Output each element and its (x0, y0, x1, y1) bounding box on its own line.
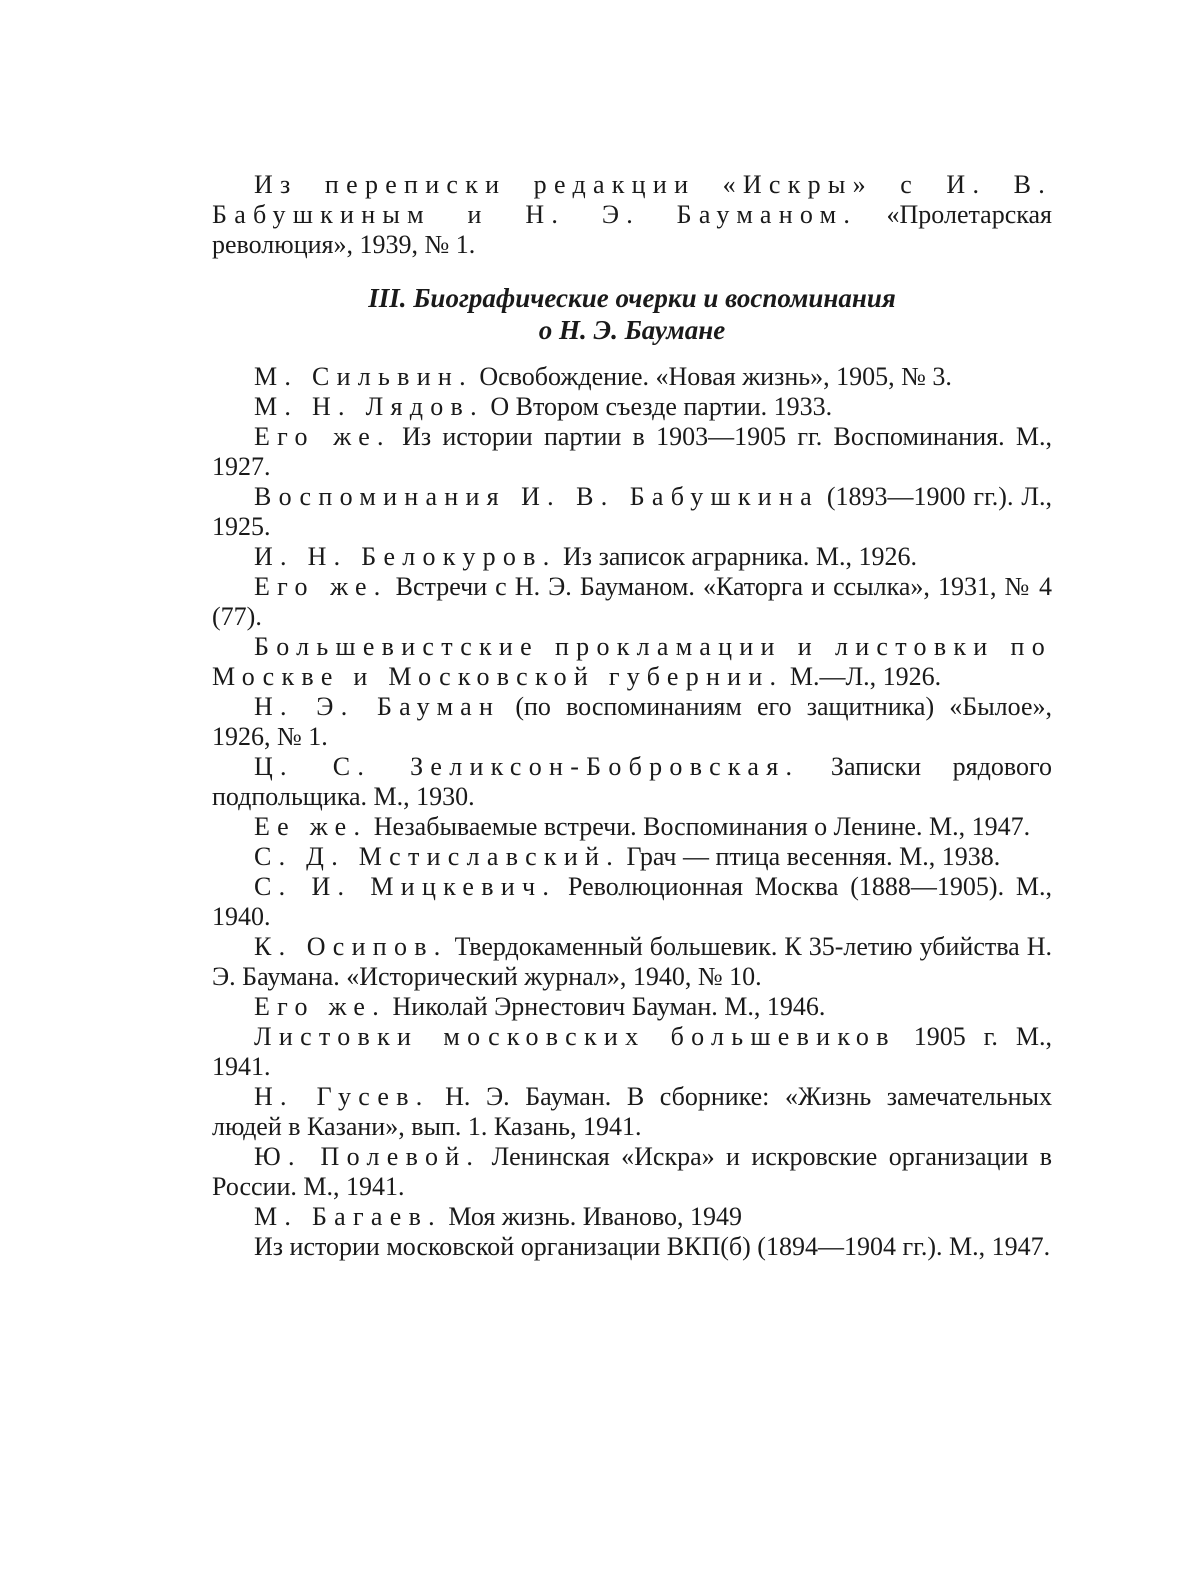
entry-author: Большевистские прокламации и листовки по Москве и Московской губернии. (212, 632, 1052, 691)
list-item (212, 692, 1052, 752)
entry-text: Ленинская «Искра» и искровские организации в России. М., 1941. (212, 1142, 1052, 1201)
entry-text: Освобождение. «Новая жизнь», 1905, № 3. (472, 362, 952, 391)
list-item (212, 542, 1052, 572)
intro-source: «Пролетарская революция», 1939, № 1. (212, 200, 1052, 259)
list-item (212, 482, 1052, 542)
entry-author: Воспоминания И. В. Бабушкина (254, 482, 819, 511)
entry-text: (1893—1900 гг.). Л., 1925. (212, 482, 1052, 541)
list-item (212, 422, 1052, 482)
entry-author: Его же. (254, 992, 387, 1021)
entry-text: Революционная Москва (1888—1905). М., 1940. (212, 872, 1052, 931)
list-item (212, 992, 1052, 1022)
entry-author: Н. Э. Бауман (254, 692, 501, 721)
entry-text: Встречи с Н. Э. Бауманом. «Каторга и ссылка», 1931, № 4 (77). (212, 572, 1052, 631)
list-item (212, 1082, 1052, 1142)
list-item (212, 872, 1052, 932)
entry-text: М.—Л., 1926. (783, 662, 942, 691)
entry-author: Его же. (254, 572, 388, 601)
entry-author: И. Н. Белокуров. (254, 542, 557, 571)
intro-spaced-title: Из переписки редакции «Искры» с И. В. Бабушкиным и Н. Э. Бауманом. (212, 170, 1052, 229)
list-item (212, 842, 1052, 872)
list-item (212, 1142, 1052, 1202)
entry-author: Ю. Полевой. (254, 1142, 481, 1171)
section-heading-line1: III. Биографические очерки и воспоминания (368, 283, 896, 313)
list-item (212, 1022, 1052, 1082)
entry-text: Николай Эрнестович Бауман. М., 1946. (386, 992, 826, 1021)
section-heading-line2: о Н. Э. Баумане (538, 315, 726, 345)
entry-author: С. И. Мицкевич. (254, 872, 557, 901)
entry-text: Твердокаменный большевик. К 35-летию убийства Н. Э. Баумана. «Исторический журнал», 1940, № 10. (212, 932, 1052, 991)
list-item (212, 632, 1052, 692)
entry-author: Н. Гусев. (254, 1082, 430, 1111)
entry-author: М. Багаев. (254, 1202, 442, 1231)
entry-text: Моя жизнь. Иваново, 1949 (441, 1202, 743, 1231)
list-item (212, 362, 1052, 392)
entry-text: Из истории партии в 1903—1905 гг. Воспоминания. М., 1927. (212, 422, 1052, 481)
entry-author: К. Осипов. (254, 932, 448, 961)
entry-text: Грач — птица весенняя. М., 1938. (620, 842, 1001, 871)
list-item (212, 812, 1052, 842)
entry-text: О Втором съезде партии. 1933. (483, 392, 833, 421)
list-item (212, 392, 1052, 422)
entry-author: Листовки московских большевиков (254, 1022, 896, 1051)
entry-author: М. Сильвин. (254, 362, 473, 391)
entry-author: С. Д. Мстиславский. (254, 842, 621, 871)
list-item (212, 572, 1052, 632)
bibliography-page (212, 170, 1052, 1262)
entry-author: Ее же. (254, 812, 368, 841)
list-item (212, 1202, 1052, 1232)
entry-author: Его же. (254, 422, 391, 451)
entry-text: Незабываемые встречи. Воспоминания о Ленине. М., 1947. (367, 812, 1031, 841)
section-heading (212, 282, 1052, 346)
entry-author: Ц. С. Зеликсон-Бобровская. (254, 752, 800, 781)
entry-author: М. Н. Лядов. (254, 392, 484, 421)
list-item (212, 932, 1052, 992)
entry-text: (по воспоминаниям его защитника) «Былое», 1926, № 1. (212, 692, 1052, 751)
entry-text: Из истории московской организации ВКП(б) (1894—1904 гг.). М., 1947. (254, 1232, 1051, 1261)
entry-text: Записки рядового подпольщика. М., 1930. (212, 752, 1052, 811)
entry-text: Н. Э. Бауман. В сборнике: «Жизнь замечательных людей в Казани», вып. 1. Казань, 1941. (212, 1082, 1052, 1141)
entry-text: 1905 г. М., 1941. (212, 1022, 1052, 1081)
intro-entry (212, 170, 1052, 260)
list-item (212, 752, 1052, 812)
entry-text: Из записок аграрника. М., 1926. (556, 542, 918, 571)
list-item (212, 1232, 1052, 1262)
entry-list (212, 362, 1052, 1262)
